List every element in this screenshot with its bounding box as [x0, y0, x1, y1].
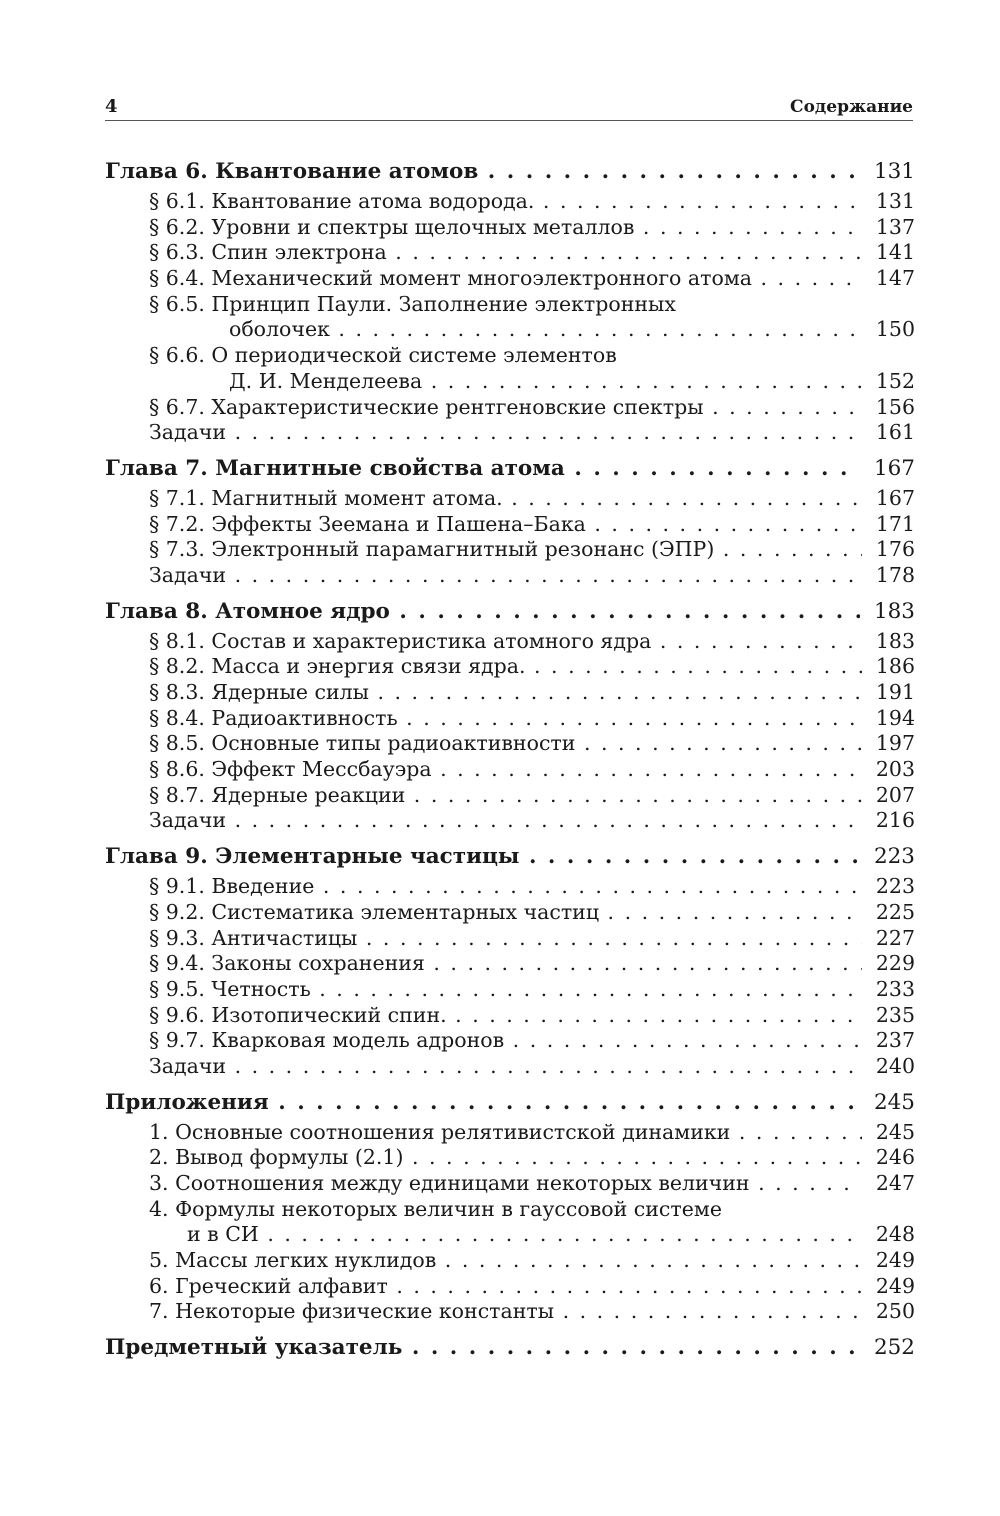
section-item-leader: [149, 654, 915, 680]
appendix-item-page: 249: [862, 1248, 915, 1274]
section-item-number: § 7.2.: [149, 511, 205, 536]
section-item-leader: [149, 215, 915, 241]
section-item-leader: [149, 757, 915, 783]
appendix-item-page: 249: [862, 1274, 915, 1300]
section-item-title: Кварковая модель адронов: [211, 1028, 505, 1053]
section-item-text: [149, 680, 369, 704]
section-item-number: § 9.3.: [149, 925, 205, 950]
section-item-text: [149, 951, 425, 975]
running-title: Содержание: [790, 97, 913, 117]
section-item-continuation-title: Д. И. Менделеева: [229, 368, 423, 393]
section-item-title: Систематика элементарных частиц: [211, 899, 600, 924]
section-item-number: § 9.1.: [149, 874, 205, 899]
problems-item-title: Задачи: [149, 1053, 227, 1078]
appendix-item-title: Греческий алфавит: [175, 1273, 388, 1298]
section-item[interactable]: [105, 629, 915, 655]
problems-item-leader: [149, 563, 915, 589]
section-item-text: [149, 266, 752, 290]
section-item-leader: [149, 1028, 915, 1054]
section-item-continuation-title: оболочек: [229, 317, 330, 342]
appendix-item[interactable]: [105, 1171, 915, 1197]
section-item-leader: [149, 926, 915, 952]
chapter-heading-leader: [105, 595, 915, 629]
index-heading-leader: [105, 1331, 915, 1365]
section-item-leader: [149, 706, 915, 732]
appendix-item-continuation-text: [187, 1222, 259, 1246]
chapter-heading-text: [105, 599, 390, 624]
section-item-title: Спин электрона: [211, 240, 387, 265]
section-item-leader: [149, 951, 915, 977]
section-item-number: § 6.4.: [149, 266, 205, 291]
section-item-title: Радиоактивность: [211, 705, 398, 730]
section-item-page: 167: [862, 486, 915, 512]
appendix-item-number: 5.: [149, 1248, 169, 1273]
appendix-item-leader: [149, 1299, 915, 1325]
problems-item-page: 216: [862, 808, 915, 834]
table-of-contents: [105, 155, 915, 1365]
chapter-heading[interactable]: [105, 155, 915, 189]
appendix-item-number: 6.: [149, 1273, 169, 1298]
section-item-page: 197: [862, 731, 915, 757]
section-item-text: [149, 1028, 504, 1052]
appendix-item-title: Соотношения между единицами некоторых величин: [175, 1171, 750, 1195]
appendix-item[interactable]: [105, 1120, 915, 1146]
section-item-number: § 9.6.: [149, 1002, 205, 1027]
appendix-item-continuation-title: и в СИ: [187, 1222, 259, 1247]
section-item-title: Магнитный момент атома.: [211, 485, 503, 510]
section-item-leader: [149, 680, 915, 706]
section-item-number: § 6.2.: [149, 214, 205, 239]
section-item-leader: [149, 486, 915, 512]
section-item-page: 176: [862, 537, 915, 563]
chapter-heading-page: 183: [860, 595, 915, 629]
section-item-leader: [149, 783, 915, 809]
appendix-item-title: Вывод формулы (2.1): [175, 1145, 404, 1170]
section-item-title: Масса и энергия связи ядра.: [211, 654, 526, 679]
section-item-title: Ядерные силы: [211, 680, 369, 704]
appendix-item-number: 3.: [149, 1171, 169, 1195]
appendix-item-leader: [149, 1120, 915, 1146]
appendix-item-title: Основные соотношения релятивистской динамики: [175, 1119, 731, 1144]
section-item-number: § 6.5.: [149, 291, 205, 316]
section-item-title: Законы сохранения: [211, 951, 425, 976]
chapter-heading-leader: [105, 840, 915, 874]
section-item-leader: [149, 343, 915, 369]
section-item-number: § 8.2.: [149, 654, 205, 679]
section-item-page: 131: [862, 189, 915, 215]
appendix-item-continuation[interactable]: [105, 1222, 915, 1248]
section-item-continuation-leader: [229, 317, 915, 343]
problems-item-title: Задачи: [149, 420, 227, 445]
section-item-text: [149, 395, 704, 419]
section-item-continuation-page: 150: [862, 317, 915, 343]
section-item-number: § 8.4.: [149, 705, 205, 730]
problems-item-title: Задачи: [149, 808, 227, 833]
problems-item[interactable]: [105, 1054, 915, 1080]
section-item-page: 141: [862, 240, 915, 266]
section-item-number: § 7.3.: [149, 537, 205, 562]
appendices-heading-title: Приложения: [105, 1089, 269, 1115]
problems-item[interactable]: [105, 808, 915, 834]
chapter-heading-page: 167: [860, 452, 915, 486]
section-item-number: § 9.7.: [149, 1028, 205, 1053]
section-item-text: [149, 240, 387, 264]
section-item-number: § 7.1.: [149, 485, 205, 510]
chapter-heading-page: 131: [860, 155, 915, 189]
problems-item-leader: [149, 420, 915, 446]
section-item-title: Эффект Мессбауэра: [211, 757, 432, 782]
problems-item-text: [149, 563, 226, 587]
section-item-text: [149, 783, 405, 807]
index-heading-page: 252: [860, 1331, 915, 1365]
section-item-text: [149, 537, 714, 561]
section-item-text: [149, 215, 634, 239]
section-item-number: § 8.7.: [149, 782, 205, 807]
section-item[interactable]: [105, 512, 915, 538]
section-item-text: [149, 977, 311, 1001]
appendix-item-continuation-page: 248: [862, 1222, 915, 1248]
appendix-item-leader: [149, 1145, 915, 1171]
appendix-item-title: Некоторые физические константы: [175, 1299, 555, 1324]
appendix-item-text: [149, 1274, 388, 1298]
section-item[interactable]: [105, 900, 915, 926]
section-item-continuation-text: [229, 317, 330, 341]
appendix-item-leader: [149, 1197, 915, 1223]
section-item-page: 194: [862, 706, 915, 732]
appendix-item-page: 246: [862, 1145, 915, 1171]
section-item-number: § 6.1.: [149, 189, 205, 213]
section-item-text: [149, 629, 651, 653]
section-item-continuation-page: 152: [862, 369, 915, 395]
section-item-page: 225: [862, 900, 915, 926]
section-item-number: § 9.5.: [149, 976, 205, 1001]
section-item-page: 147: [862, 266, 915, 292]
appendices-heading-text: [105, 1090, 269, 1115]
problems-item-page: 240: [862, 1054, 915, 1080]
section-item-title: Введение: [211, 874, 315, 899]
chapter-heading-title: Глава 8. Атомное ядро: [105, 598, 390, 624]
problems-item-leader: [149, 1054, 915, 1080]
appendix-item-page: 245: [862, 1120, 915, 1146]
appendix-item[interactable]: [105, 1299, 915, 1325]
section-item-number: § 6.6.: [149, 343, 205, 368]
index-heading[interactable]: [105, 1331, 915, 1365]
section-item[interactable]: [105, 874, 915, 900]
section-item-leader: [149, 537, 915, 563]
section-item-leader: [149, 731, 915, 757]
section-item-text: [149, 343, 617, 367]
section-item-title: Основные типы радиоактивности: [211, 731, 576, 756]
appendix-item-leader: [149, 1274, 915, 1300]
running-head: [105, 96, 913, 121]
section-item-page: 237: [862, 1028, 915, 1054]
section-item[interactable]: [105, 343, 915, 369]
section-item[interactable]: [105, 654, 915, 680]
section-item-leader: [149, 512, 915, 538]
section-item[interactable]: [105, 240, 915, 266]
section-item-title: Характеристические рентгеновские спектры: [211, 394, 704, 419]
section-item-leader: [149, 266, 915, 292]
section-item[interactable]: [105, 537, 915, 563]
section-item[interactable]: [105, 926, 915, 952]
section-item[interactable]: [105, 189, 915, 215]
section-item-page: 223: [862, 874, 915, 900]
section-item[interactable]: [105, 783, 915, 809]
section-item-title: Ядерные реакции: [211, 782, 406, 807]
appendix-item-leader: [149, 1171, 915, 1197]
chapter-heading-title: Глава 6. Квантование атомов: [105, 159, 479, 184]
chapter-heading[interactable]: [105, 452, 915, 486]
section-item[interactable]: [105, 486, 915, 512]
appendix-item-continuation-leader: [187, 1222, 915, 1248]
section-item-text: [149, 926, 357, 950]
section-item[interactable]: [105, 951, 915, 977]
section-item-page: 183: [862, 629, 915, 655]
section-item-title: Электронный парамагнитный резонанс (ЭПР): [211, 537, 715, 562]
problems-item-text: [149, 1054, 226, 1078]
section-item-page: 186: [862, 654, 915, 680]
section-item[interactable]: [105, 266, 915, 292]
section-item-continuation[interactable]: [105, 369, 915, 395]
section-item-text: [149, 486, 503, 510]
problems-item-page: 178: [862, 563, 915, 589]
section-item-page: 207: [862, 783, 915, 809]
section-item-number: § 9.2.: [149, 899, 205, 924]
appendices-heading[interactable]: [105, 1086, 915, 1120]
problems-item-title: Задачи: [149, 562, 227, 587]
index-heading-title: Предметный указатель: [105, 1335, 403, 1361]
chapter-heading-leader: [105, 155, 915, 189]
section-item-leader: [149, 977, 915, 1003]
section-item-text: [149, 1003, 447, 1027]
appendix-item-text: [149, 1171, 750, 1195]
chapter-heading-text: [105, 159, 478, 184]
appendix-item-number: 4.: [149, 1196, 169, 1221]
section-item-page: 235: [862, 1003, 915, 1029]
section-item-page: 203: [862, 757, 915, 783]
appendix-item-leader: [149, 1248, 915, 1274]
section-item-number: § 8.3.: [149, 680, 205, 704]
appendix-item-number: 2.: [149, 1145, 169, 1170]
section-item-text: [149, 292, 676, 316]
section-item-number: § 6.7.: [149, 394, 205, 419]
section-item-leader: [149, 874, 915, 900]
appendix-item-text: [149, 1248, 436, 1272]
chapter-heading[interactable]: [105, 840, 915, 874]
appendix-item[interactable]: [105, 1248, 915, 1274]
section-item[interactable]: [105, 680, 915, 706]
problems-item[interactable]: [105, 420, 915, 446]
appendix-item-title: Формулы некоторых величин в гауссовой системе: [175, 1196, 722, 1221]
section-item-leader: [149, 240, 915, 266]
section-item-text: [149, 654, 526, 678]
section-item-title: Механический момент многоэлектронного атома: [211, 266, 752, 291]
appendix-item-page: 247: [862, 1171, 915, 1197]
appendix-item-text: [149, 1145, 403, 1169]
appendix-item-text: [149, 1197, 722, 1221]
chapter-heading-text: [105, 844, 519, 869]
section-item-page: 137: [862, 215, 915, 241]
section-item-leader: [149, 292, 915, 318]
appendices-heading-page: 245: [860, 1086, 915, 1120]
section-item[interactable]: [105, 1003, 915, 1029]
section-item-continuation-leader: [229, 369, 915, 395]
section-item-number: § 8.6.: [149, 757, 205, 782]
appendices-heading-leader: [105, 1086, 915, 1120]
problems-item-text: [149, 808, 226, 832]
section-item-title: Принцип Паули. Заполнение электронных: [211, 291, 676, 316]
section-item-leader: [149, 629, 915, 655]
chapter-heading-title: Глава 7. Магнитные свойства атома: [105, 455, 565, 481]
section-item[interactable]: [105, 395, 915, 421]
section-item-text: [149, 706, 398, 730]
appendix-item-page: 250: [862, 1299, 915, 1325]
section-item-title: Изотопический спин.: [211, 1002, 447, 1027]
problems-item-text: [149, 420, 226, 444]
appendix-item-number: 7.: [149, 1299, 169, 1324]
chapter-heading-text: [105, 456, 565, 481]
appendix-item-text: [149, 1120, 730, 1144]
section-item-number: § 8.5.: [149, 731, 205, 756]
section-item-title: Эффекты Зеемана и Пашена–Бака: [211, 511, 586, 536]
chapter-heading-page: 223: [860, 840, 915, 874]
appendix-item-title: Массы легких нуклидов: [175, 1248, 437, 1273]
appendix-item-number: 1.: [149, 1119, 169, 1144]
appendix-item[interactable]: [105, 1274, 915, 1300]
chapter-heading-leader: [105, 452, 915, 486]
section-item-title: Античастицы: [211, 925, 358, 950]
section-item-page: 229: [862, 951, 915, 977]
section-item[interactable]: [105, 706, 915, 732]
section-item-text: [149, 757, 432, 781]
section-item-leader: [149, 395, 915, 421]
section-item-title: О периодической системе элементов: [211, 343, 617, 368]
section-item-page: 191: [862, 680, 915, 706]
section-item-title: Состав и характеристика атомного ядра: [211, 628, 652, 653]
section-item-number: § 9.4.: [149, 951, 205, 976]
section-item-continuation[interactable]: [105, 317, 915, 343]
section-item-page: 227: [862, 926, 915, 952]
appendix-item[interactable]: [105, 1145, 915, 1171]
chapter-heading-title: Глава 9. Элементарные частицы: [105, 844, 520, 870]
section-item-leader: [149, 1003, 915, 1029]
problems-item-leader: [149, 808, 915, 834]
section-item-text: [149, 189, 534, 213]
section-item-page: 156: [862, 395, 915, 421]
section-item-text: [149, 874, 314, 898]
section-item-page: 171: [862, 512, 915, 538]
section-item[interactable]: [105, 731, 915, 757]
section-item[interactable]: [105, 977, 915, 1003]
section-item-leader: [149, 900, 915, 926]
section-item-leader: [149, 189, 915, 215]
section-item-text: [149, 900, 599, 924]
section-item-title: Квантование атома водорода.: [211, 189, 535, 213]
section-item-text: [149, 512, 586, 536]
section-item-title: Уровни и спектры щелочных металлов: [211, 214, 635, 239]
section-item-number: § 8.1.: [149, 628, 205, 653]
chapter-heading[interactable]: [105, 595, 915, 629]
index-heading-text: [105, 1335, 402, 1360]
section-item-title: Четность: [211, 976, 311, 1001]
section-item[interactable]: [105, 757, 915, 783]
section-item[interactable]: [105, 215, 915, 241]
section-item-number: § 6.3.: [149, 240, 205, 265]
appendix-item[interactable]: [105, 1197, 915, 1223]
problems-item[interactable]: [105, 563, 915, 589]
section-item-continuation-text: [229, 369, 422, 393]
section-item-page: 233: [862, 977, 915, 1003]
section-item[interactable]: [105, 1028, 915, 1054]
appendix-item-text: [149, 1299, 554, 1323]
section-item[interactable]: [105, 292, 915, 318]
page-number: 4: [105, 96, 118, 117]
problems-item-page: 161: [862, 420, 915, 446]
section-item-text: [149, 731, 575, 755]
